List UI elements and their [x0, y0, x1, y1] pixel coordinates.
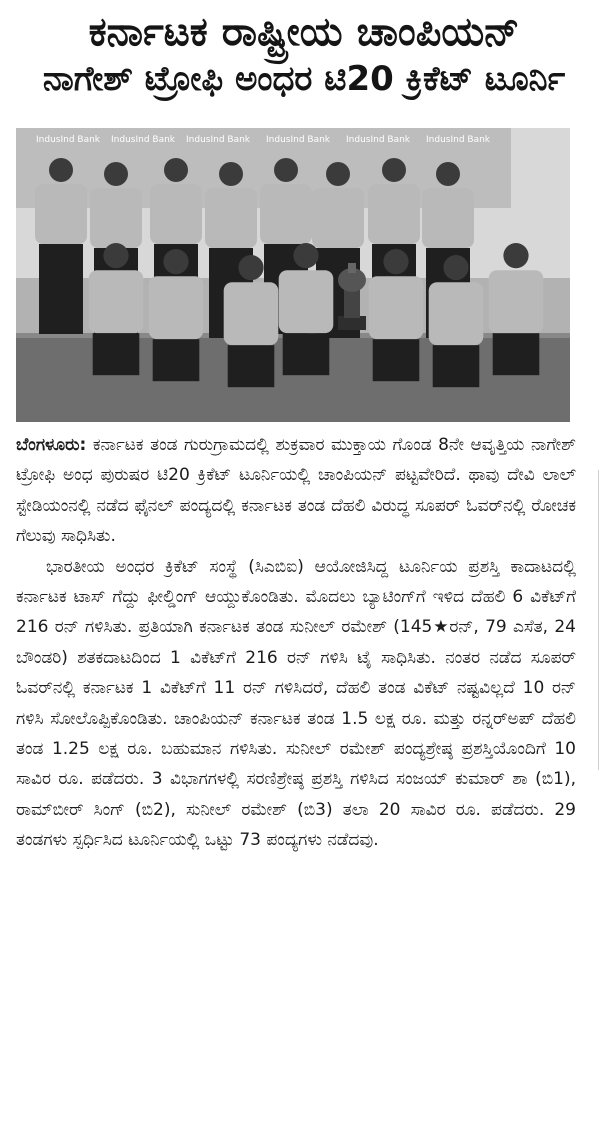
banner-label: IndusInd Bank: [36, 135, 101, 145]
team-photo-illustration: [16, 128, 570, 422]
player-figure: [35, 158, 87, 334]
paragraph-1: [16, 430, 576, 552]
subheadline: ನಾಗೇಶ್ ಟ್ರೋಫಿ ಅಂಧರ ಟಿ20 ಕ್ರಿಕೆಟ್ ಟೂರ್ನಿ: [42, 59, 566, 99]
paragraph-2: ಭಾರತೀಯ ಅಂಧರ ಕ್ರಿಕೆಟ್ ಸಂಸ್ಥೆ (ಸಿಎಬಿಐ) ಆಯೋಜಿಸಿದ್ದ ಟೂರ್ನಿಯ ಪ್ರಶಸ್ತಿ ಕಾದಾಟದಲ್ಲಿ ಕರ್ನಾಟಕ ಟಾಸ್ ಗೆದ್ದು ಫೀಲ್ಡಿಂಗ್ ಆಯ್ದುಕೊಂಡಿತು. ಮೊದಲು ಬ್ಯಾಟಿಂಗ್‌ಗೆ ಇಳಿದ ದೆಹಲಿ 6 ವಿಕೆಟ್‌ಗೆ 216 ರನ್ ಗಳಿಸಿತು. ಪ್ರತಿಯಾಗಿ ಕರ್ನಾಟಕ ತಂಡ ಸುನೀಲ್ ರಮೇಶ್ (145★ರನ್, 79 ಎಸೆತ, 24 ಬೌಂಡರಿ) ಶತಕದಾಟದಿಂದ 1 ವಿಕೆಟ್‌ಗೆ 216 ರನ್ ಗಳಿಸಿ ಟೈ ಸಾಧಿಸಿತು. ನಂತರ ನಡೆದ ಸೂಪರ್ ಓವರ್‌ನಲ್ಲಿ ಕರ್ನಾಟಕ 1 ವಿಕೆಟ್‌ಗೆ 11 ರನ್ ಗಳಿಸಿದರೆ, ದೆಹಲಿ ತಂಡ ವಿಕೆಟ್ ನಷ್ಟವಿಲ್ಲದೆ 10 ರನ್ ಗಳಿಸಿ ಸೋಲೊಪ್ಪಿಕೊಂಡಿತು. ಚಾಂಪಿಯನ್ ಕರ್ನಾಟಕ ತಂಡ 1.5 ಲಕ್ಷ ರೂ. ಮತ್ತು ರನ್ನರ್‌ಅಪ್ ದೆಹಲಿ ತಂಡ 1.25 ಲಕ್ಷ ರೂ. ಬಹುಮಾನ ಗಳಿಸಿತು. ಸುನೀಲ್ ರಮೇಶ್ ಪಂದ್ಯಶ್ರೇಷ್ಠ ಪ್ರಶಸ್ತಿಯೊಂದಿಗೆ 10 ಸಾವಿರ ರೂ. ಪಡೆದರು. 3 ವಿಭಾಗಗಳಲ್ಲಿ ಸರಣಿಶ್ರೇಷ್ಠ ಪ್ರಶಸ್ತಿ ಗಳಿಸಿದ ಸಂಜಯ್ ಕುಮಾರ್ ಶಾ (ಬಿ1), ರಾಮ್‌ಬೀರ್ ಸಿಂಗ್ (ಬಿ2), ಸುನೀಲ್ ರಮೇಶ್ (ಬಿ3) ತಲಾ 20 ಸಾವಿರ ರೂ. ಪಡೆದರು. 29 ತಂಡಗಳು ಸ್ಪರ್ಧಿಸಿದ ಟೂರ್ನಿಯಲ್ಲಿ ಒಟ್ಟು 73 ಪಂದ್ಯಗಳು ನಡೆದವು.: [16, 556, 576, 851]
banner-label: IndusInd Bank: [426, 135, 491, 145]
banner-label: IndusInd Bank: [186, 135, 251, 145]
banner-label: IndusInd Bank: [266, 135, 331, 145]
banner-label: IndusInd Bank: [346, 135, 411, 145]
article-body: [16, 430, 576, 856]
banner-label: IndusInd Bank: [111, 135, 176, 145]
headline: ಕರ್ನಾಟಕ ರಾಷ್ಟ್ರೀಯ ಚಾಂಪಿಯನ್: [88, 9, 520, 55]
dateline: ಬೆಂಗಳೂರು:: [16, 435, 87, 455]
column-divider: [598, 470, 599, 770]
team-photo: [16, 128, 570, 422]
paragraph-1-text: ಕರ್ನಾಟಕ ತಂಡ ಗುರುಗ್ರಾಮದಲ್ಲಿ ಶುಕ್ರವಾರ ಮುಕ್ತಾಯ ಗೊಂಡ 8ನೇ ಆವೃತ್ತಿಯ ನಾಗೇಶ್ ಟ್ರೋಫಿ ಅಂಧ ಪುರುಷರ ಟಿ20 ಕ್ರಿಕೆಟ್ ಟೂರ್ನಿಯಲ್ಲಿ ಚಾಂಪಿಯನ್ ಪಟ್ಟವೇರಿದೆ. ಥಾವು ದೇವಿ ಲಾಲ್ ಸ್ಟೇಡಿಯಂನಲ್ಲಿ ನಡೆದ ಫೈನಲ್ ಪಂದ್ಯದಲ್ಲಿ ಕರ್ನಾಟಕ ತಂಡ ದೆಹಲಿ ವಿರುದ್ಧ ಸೂಪರ್ ಓವರ್‌ನಲ್ಲಿ ರೋಚಕ ಗೆಲುವು ಸಾಧಿಸಿತು.: [16, 435, 576, 547]
